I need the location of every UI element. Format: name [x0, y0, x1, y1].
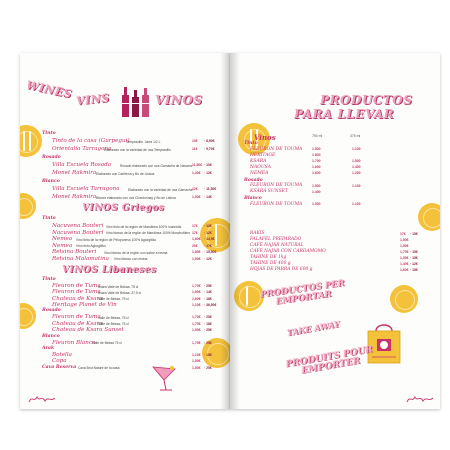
wine-desc: Valle de Bekaa, 75 cl: [98, 297, 129, 302]
category-label: Tinto: [42, 277, 56, 282]
wine-name: Heritage Planet de Vin: [52, 301, 117, 308]
takeaway-products-list: [250, 231, 430, 273]
wine-row: [244, 171, 424, 178]
title-productos: PRODUCTOS: [320, 93, 413, 107]
wine-name: Retsina Malamatina: [52, 255, 109, 262]
wine-name: Monet Rakmira: [52, 194, 97, 200]
wine-row: [42, 230, 222, 237]
wine-name: Retsina Bouteri: [52, 249, 97, 256]
left-page-wines: [20, 53, 230, 409]
price-375: 1.500: [352, 159, 361, 163]
right-page-takeaway: [230, 53, 440, 409]
wine-price-half: · 18€: [204, 353, 212, 358]
price-375: 1.200: [352, 171, 361, 175]
wine-desc: Ksara Valle de Bekaa, 75 cl: [98, 284, 139, 289]
product-price: 1,70€: [400, 249, 409, 254]
wines-list: [42, 131, 222, 202]
product-name: KSARA SUNSET: [250, 189, 288, 194]
wine-desc: Valle de Bekaa, 75 cl: [98, 322, 129, 327]
wine-price-half: · 10€: [204, 163, 212, 167]
wine-price-half: · 12€: [204, 171, 212, 175]
wine-row: [42, 170, 222, 179]
wine-name: Fleuron de Tuma: [52, 289, 101, 296]
wine-row: [42, 216, 222, 223]
price-750: 1.700: [312, 159, 321, 163]
wine-price: 1,50€: [192, 328, 201, 333]
product-name: FALAFEL PREPARADO: [250, 237, 302, 242]
price-750: 1.800: [312, 153, 321, 157]
lebanese-wines-list: [42, 277, 222, 372]
plate-icon: [20, 193, 36, 219]
menu-spread: [20, 53, 440, 409]
wine-name: Nacuvena Bouteri: [52, 229, 104, 236]
product-price-alt: · 15€: [410, 231, 418, 236]
wine-price: 1,50€: [192, 290, 201, 295]
wine-name: Chateau de Ksara: [52, 320, 103, 327]
wine-name: Fleuron Blanco: [52, 339, 96, 346]
wine-desc: Vino blanco de la región de Mandinea 100% Moschofilero: [106, 231, 191, 236]
wine-price-half: · 25€: [204, 340, 212, 345]
wine-desc: Valle de Bekaa 75 cl: [92, 341, 122, 346]
wine-desc: Vino tinto Agiorgitiko: [76, 244, 106, 249]
knife-icon: [29, 131, 31, 151]
wine-row: [42, 179, 222, 186]
wine-price-half: · 12€: [204, 256, 212, 261]
wine-desc: Vino blanco con resina: [114, 257, 148, 262]
product-price-alt: · 15€: [410, 249, 418, 254]
wine-price-half: · 17€: [204, 243, 212, 248]
category-label: Blanco: [244, 196, 262, 201]
category-label: Blanco: [42, 179, 60, 184]
wine-row: [42, 243, 222, 250]
fork-icon: [23, 131, 25, 151]
product-price: 1,60€: [400, 267, 409, 272]
wine-row: [42, 186, 222, 194]
lebanese-wines-title: VINOS Libaneses: [62, 265, 157, 275]
wine-row: [42, 155, 222, 162]
takeaway-wines-list: [244, 141, 424, 208]
wine-desc: Elaborado con Cariñena y Bo de Lisboa: [96, 171, 155, 176]
wine-price-half: · 25€: [204, 365, 212, 370]
greek-wines-list: [42, 216, 222, 263]
wine-price: 17€: [192, 230, 198, 235]
product-name: CAFÉ NAJAR NATURAL: [250, 243, 304, 248]
wine-price: 1,10€: [192, 353, 201, 358]
wine-price-half: · 25€: [204, 284, 212, 288]
wine-desc: Elaborado con la variedad de uva Garnacha: [128, 187, 193, 192]
category-label: Rosado: [244, 177, 263, 183]
wine-row: [42, 236, 222, 243]
wine-price-half: · 15,50€: [204, 250, 217, 255]
signature-logo-icon: [406, 391, 434, 401]
wine-bottles-icon: [118, 85, 154, 119]
wine-name: Chateau de Ksara: [52, 295, 103, 302]
product-name: KSARA: [250, 158, 267, 164]
wine-price-half: · 14€: [204, 290, 212, 295]
wine-price: 1,80€: [192, 250, 201, 255]
price-750: 1.500: [312, 202, 321, 206]
price-375: 1.400: [352, 165, 361, 169]
wine-price: 1,50€: [192, 359, 201, 364]
wine-row: [42, 194, 222, 202]
title-vins: VINS: [75, 91, 111, 108]
product-name: HERITAGE: [250, 152, 276, 158]
price-375: 1.100: [352, 147, 361, 151]
wine-name: Fleuron de Tuma: [52, 314, 101, 321]
wine-price-half: · 25€: [204, 315, 212, 320]
wine-row: [42, 138, 222, 146]
signature-logo-icon: [28, 391, 56, 401]
wine-name: Nemea: [52, 242, 73, 249]
wine-desc: Cava Brut Nature de la casa: [78, 365, 120, 370]
wine-row: [244, 202, 424, 208]
wine-price: 1,70€: [192, 340, 201, 345]
product-name: HOJAS DE PARRA DE 600 g: [250, 267, 313, 272]
wine-price-half: · 36,50€: [204, 302, 217, 307]
wine-desc: Rosado elaborado con uva Garnacha de Navarra: [120, 163, 193, 168]
column-header-750: 750 ml: [312, 134, 323, 138]
wine-price: 1,50€: [192, 365, 201, 370]
product-name: NAOUSA: [250, 164, 272, 170]
cocktail-glass-icon: [150, 363, 180, 393]
wine-price: 1,90€: [192, 296, 201, 301]
wine-desc: Blanco elaborado con uva Chardonnay y Bo de Lisboa: [96, 195, 176, 200]
wine-price: 1,70€: [192, 321, 201, 326]
price-750: 1.600: [312, 165, 321, 169]
category-label: Tinto: [244, 141, 258, 146]
category-label: Rosado: [42, 155, 61, 160]
wine-row: [42, 249, 222, 256]
product-row: [250, 267, 430, 273]
wine-name: Fleuron de Tuma: [52, 283, 101, 289]
wine-price-half: · 14,5€: [204, 237, 215, 242]
wine-price: 11€: [192, 147, 198, 151]
wine-row: [42, 365, 222, 372]
product-price: 1,50€: [400, 243, 409, 248]
wine-name: Botella: [52, 352, 72, 359]
wine-price-half: · 12€: [204, 230, 212, 235]
product-name: TAHINE DE 1kg: [250, 255, 287, 260]
wine-desc: Valle de Bekaa, 75 cl: [98, 315, 129, 320]
wine-price: 11,50€: [192, 163, 203, 167]
wine-desc: Vino tinto de la región de Mandinea 100% Ioannidis: [106, 224, 182, 229]
wine-price: 1,10€: [192, 302, 201, 307]
product-price-alt: · 15€: [410, 255, 418, 260]
wine-price: 1,70€: [192, 315, 201, 320]
greek-wines-title: VINOS Griegos: [82, 203, 165, 213]
plate-icon: [20, 303, 36, 329]
product-price: 1,50€: [400, 237, 409, 242]
wine-row: [42, 256, 222, 263]
product-name: FLEURON DE TOUMA: [250, 146, 303, 152]
product-price: 17€: [400, 231, 406, 236]
wine-name: Chateau de Ksara Sunset: [52, 327, 124, 334]
wine-row: [42, 340, 222, 347]
product-price: 1,40€: [400, 261, 409, 266]
wine-price: 1,70€: [192, 284, 201, 288]
wine-price-half: · 12€: [204, 224, 212, 228]
wine-price: 20€: [192, 243, 198, 248]
product-name: NEMEA: [250, 170, 269, 176]
stamp-productos-per-emportar: PRODUCTOS PER EMPORTAR: [259, 278, 346, 307]
wine-price: 17€: [192, 224, 198, 228]
title-para-llevar: PARA LLEVAR: [294, 107, 395, 121]
product-name: FLEURON DE TOUMA: [250, 201, 303, 207]
wine-desc: Elaborado con la variedad de uva Tempranillo: [104, 147, 171, 152]
category-label: Rosado: [42, 308, 61, 314]
plate-icon: [390, 285, 418, 313]
price-750: 1.600: [312, 171, 321, 175]
wine-price: 1,30€: [192, 171, 201, 175]
price-375: 1.100: [352, 183, 361, 188]
vinos-label: Vinos: [254, 133, 276, 142]
wine-desc: Ksara Valle de Bekaa, 37,5 cl: [98, 290, 142, 295]
category-label: Tinto: [42, 216, 56, 221]
product-name: CAFÉ NAJAR CON CARDAMOMO: [250, 249, 326, 254]
wine-price-half: · 18€: [204, 296, 212, 301]
wine-row: [42, 358, 222, 365]
wine-row: [42, 223, 222, 230]
product-price-alt: · 15€: [410, 267, 418, 272]
title-wines: WINES: [25, 78, 74, 101]
wine-name: Nemea: [52, 236, 73, 243]
wine-price: 1,50€: [192, 195, 201, 199]
wine-desc: Tempranillo. Jarra 1/2 L: [126, 139, 161, 144]
category-label: Tinto: [42, 131, 56, 136]
wine-row: [42, 327, 222, 334]
wine-price-half: · 8,50€: [204, 139, 215, 143]
category-label: Blanco: [42, 333, 60, 339]
wine-row: [42, 302, 222, 309]
wine-name: Villa Escuela Tarragona: [52, 186, 120, 192]
stamp-produits-pour-emporter: PRODUITS POUR EMPORTER: [284, 344, 374, 377]
wine-desc: Vino blanco de la región con sabor a resina: [104, 250, 168, 255]
wine-name: Copa: [52, 358, 67, 365]
wine-name: Villa Escuela Rosado: [52, 162, 112, 168]
wine-row: [244, 189, 424, 196]
wine-row: [42, 162, 222, 170]
price-750: 1.500: [312, 147, 321, 151]
product-name: RAKIS: [250, 231, 265, 236]
wine-name: Tinto de la casa (Gurpegui): [52, 138, 130, 144]
price-750: 1.500: [312, 183, 321, 188]
category-label: Cava Reserva: [42, 364, 77, 370]
title-vinos: VINOS: [155, 93, 203, 107]
wine-price-half: · 14€: [204, 195, 212, 199]
category-label: Arak: [42, 346, 55, 352]
wine-price: 1,60€: [192, 237, 201, 242]
product-name: FLEURON DE TOUMA: [250, 183, 303, 188]
wine-price: 1,50€: [192, 256, 201, 261]
wine-name: Nacuvena Bouteri: [52, 223, 104, 229]
wine-price: 12€: [192, 187, 198, 191]
wine-name: Monet Rakmira: [52, 170, 97, 176]
wine-row: [42, 131, 222, 138]
wine-price-half: · 25€: [204, 328, 212, 333]
stamp-take-away: TAKE AWAY: [285, 318, 341, 338]
wine-desc: Vino tinto de la región de Peloponeso 100% Agiorgitiko: [76, 237, 157, 242]
wine-price-half: · 9,70€: [204, 147, 215, 151]
wine-price-half: · 18€: [204, 321, 212, 326]
price-375: 1.100: [352, 202, 361, 206]
wine-price-half: · 11,50€: [204, 187, 217, 191]
wine-price: 10€: [192, 139, 198, 143]
wine-name: Orientalia Tarragona: [52, 146, 112, 152]
product-price-alt: · 12€: [410, 261, 418, 266]
column-header-375: 375 ml: [350, 134, 361, 138]
price-750: 1.400: [312, 189, 321, 194]
product-price: 1,30€: [400, 255, 409, 260]
wine-row: [42, 146, 222, 155]
product-name: TAHINE DE 400 g: [250, 261, 291, 266]
